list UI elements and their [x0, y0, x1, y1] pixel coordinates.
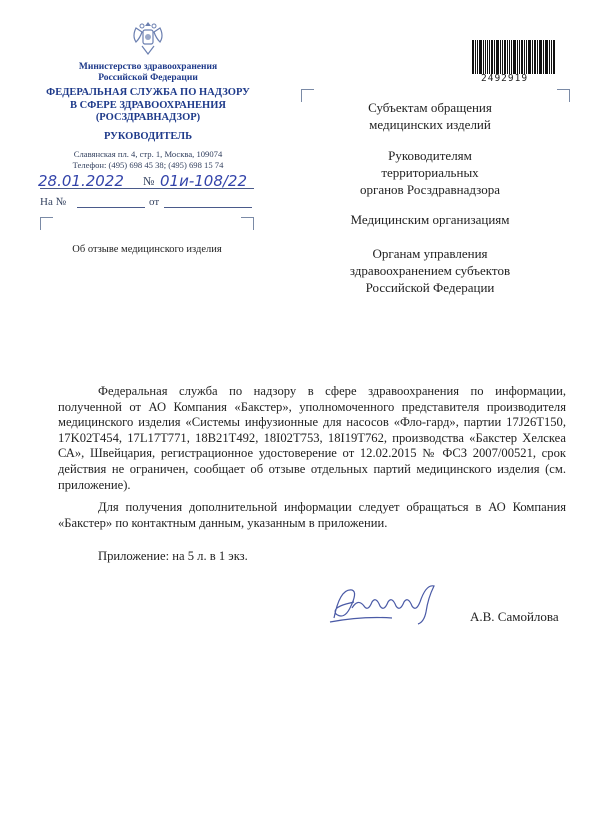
barcode-bar — [534, 40, 536, 74]
address-corner-right — [557, 89, 570, 102]
subject-corner-right — [241, 217, 254, 230]
recipient-2-line-2: территориальных — [381, 165, 479, 180]
barcode-bar — [487, 40, 488, 74]
ministry-line-2: Российской Федерации — [98, 73, 198, 83]
barcode-bar — [513, 40, 516, 74]
barcode-bar — [511, 40, 513, 74]
coat-of-arms-emblem — [128, 18, 168, 58]
barcode-bar — [549, 40, 550, 74]
subject-corner-left — [40, 217, 53, 230]
contact-block — [40, 149, 256, 170]
recipient-block-3 — [310, 211, 550, 228]
barcode-bar — [553, 40, 555, 74]
handwritten-date: 28.01.2022 — [38, 172, 124, 190]
body-paragraph-1: Федеральная служба по надзору в сфере здравоохранения по информации, полученной от АО Компания «Бакстер», уполномоченного представителя производителя медицинского изделия «Системы инфузионные для насосов «Фло-гард», партии 17J26T150, 17K02T454, 17L17T771, 18B21T492, 18I02T753, 18I19T762, производства «Бакстер Хелскеа СА», Швейцария, регистрационное удостоверение от 12.02.2015 № ФСЗ 2007/00521, срок действия не ограничен, сообщает об отзыве отдельных партий медицинского изделия (см. приложение). — [58, 384, 566, 492]
barcode-bar — [551, 40, 552, 74]
recipient-2-line-1: Руководителям — [388, 148, 472, 163]
recipient-2-line-3: органов Росздравнадзора — [359, 182, 501, 197]
barcode-bar — [483, 40, 484, 74]
number-sign: № — [143, 174, 155, 188]
barcode-bar — [526, 40, 527, 74]
recipient-4-line-1: Органам управления — [372, 246, 488, 261]
barcode-graphic — [472, 40, 556, 74]
ref-number-label: На № — [40, 196, 67, 208]
barcode-bar — [521, 40, 523, 74]
barcode-bar — [489, 40, 490, 74]
barcode-bar — [528, 40, 531, 74]
barcode-bar — [494, 40, 495, 74]
barcode-bar — [507, 40, 508, 74]
barcode-bar — [491, 40, 493, 74]
attachment-note: Приложение: на 5 л. в 1 экз. — [98, 549, 248, 563]
signatory-name: А.В. Самойлова — [470, 609, 559, 624]
barcode-bar — [475, 40, 476, 74]
agency-line-3: (РОСЗДРАВНАДЗОР) — [95, 112, 201, 123]
barcode-bar — [517, 40, 518, 74]
address-text: Славянская пл. 4, стр. 1, Москва, 109074 — [73, 149, 223, 159]
handwritten-number: 01и-108/22 — [160, 172, 248, 190]
barcode-bar — [500, 40, 501, 74]
handwritten-signature — [322, 578, 452, 628]
recipient-4-line-2: здравоохранением субъектов — [349, 263, 511, 278]
ref-number-line — [77, 207, 145, 208]
barcode-bar — [519, 40, 520, 74]
ministry-line-1: Министерство здравоохранения — [78, 62, 218, 72]
barcode-bar — [502, 40, 503, 74]
barcode-number: 2492919 — [481, 73, 529, 84]
agency-name — [30, 87, 266, 125]
recipient-3-line-1: Медицинским организациям — [350, 212, 510, 227]
barcode-bar — [545, 40, 548, 74]
barcode-bar — [477, 40, 478, 74]
barcode-bar — [509, 40, 510, 74]
barcode-bar — [524, 40, 525, 74]
body-paragraph-2: Для получения дополнительной информации следует обращаться в АО Компания «Бакстер» по контактным данным, указанным в приложении. — [58, 500, 566, 530]
recipient-4-line-3: Российской Федерации — [365, 280, 495, 295]
barcode-bar — [504, 40, 506, 74]
recipient-block-2 — [310, 147, 550, 198]
barcode-bar — [540, 40, 542, 74]
ref-from-label: от — [149, 196, 160, 208]
recipient-1-line-2: медицинских изделий — [369, 117, 491, 132]
recipient-block-4 — [310, 245, 550, 296]
recipient-block-1 — [310, 99, 550, 133]
barcode-bar — [537, 40, 538, 74]
barcode-bar — [472, 40, 474, 74]
subject-line: Об отзыве медицинского изделия — [72, 244, 222, 255]
phone-text: Телефон: (495) 698 45 38; (495) 698 15 74 — [72, 159, 224, 170]
agency-line-2: В СФЕРЕ ЗДРАВООХРАНЕНИЯ — [70, 99, 226, 111]
barcode-bar — [543, 40, 544, 74]
ref-date-line — [164, 207, 252, 208]
agency-line-1: ФЕДЕРАЛЬНАЯ СЛУЖБА ПО НАДЗОРУ — [46, 87, 250, 98]
ministry-name — [40, 62, 256, 84]
barcode-bar — [539, 40, 540, 74]
barcode-bar — [479, 40, 482, 74]
barcode-bar — [485, 40, 487, 74]
recipient-1-line-1: Субъектам обращения — [368, 100, 492, 115]
barcode-bar — [532, 40, 533, 74]
barcode-bar — [496, 40, 499, 74]
position-title: РУКОВОДИТЕЛЬ — [103, 131, 193, 142]
